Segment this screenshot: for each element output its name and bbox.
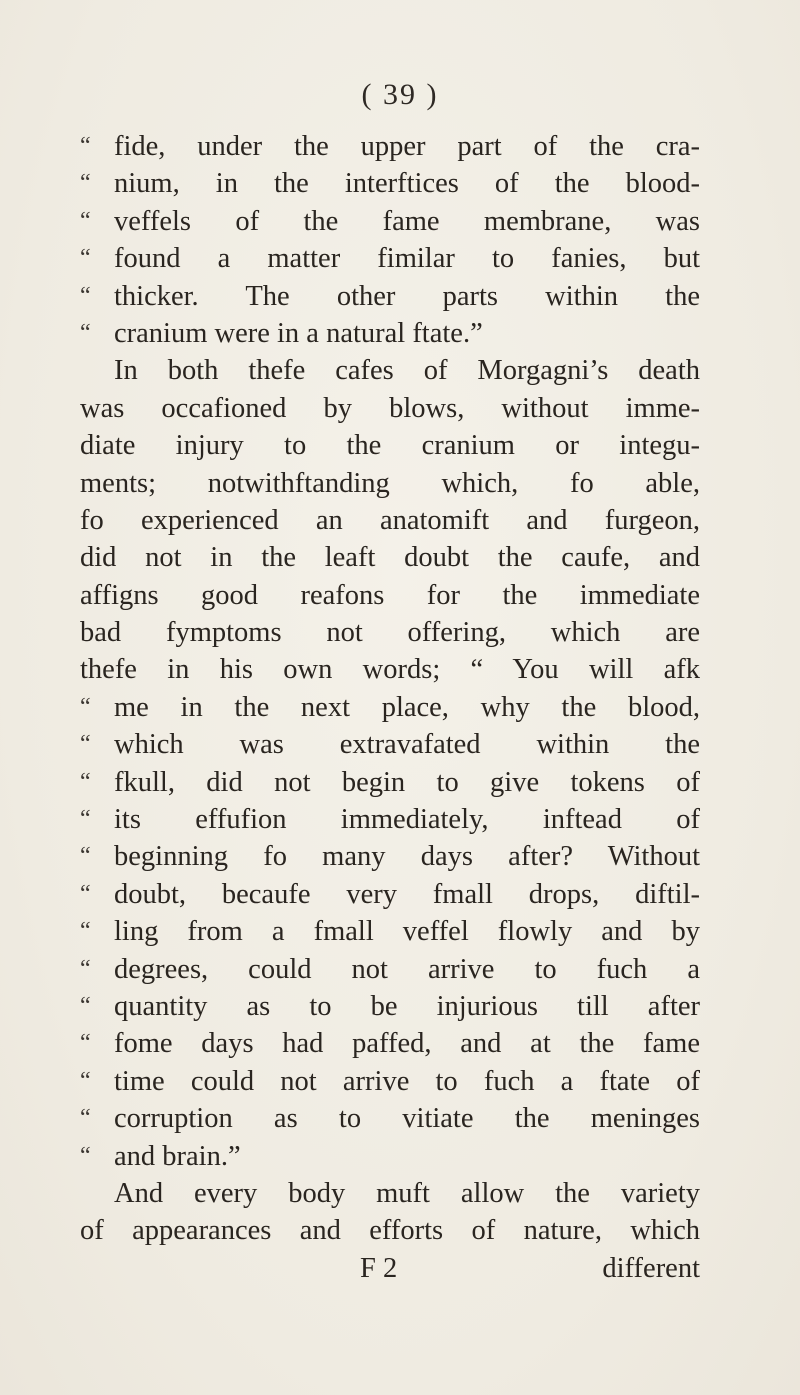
text-line xyxy=(80,726,700,763)
text-line xyxy=(80,1025,700,1062)
text-line xyxy=(80,1212,700,1249)
quote-mark: “ xyxy=(80,1105,91,1132)
quote-mark: “ xyxy=(80,1142,91,1169)
line-text: fide, under the upper part of the cra- xyxy=(114,131,700,162)
line-text: was occafioned by blows, without imme- xyxy=(80,392,700,424)
text-line xyxy=(80,390,700,427)
text-line xyxy=(80,689,700,726)
text-line xyxy=(80,577,700,614)
quote-mark: “ xyxy=(80,1067,91,1094)
line-text: thicker. The other parts within the xyxy=(114,280,700,312)
line-text: affigns good reafons for the immediate xyxy=(80,579,700,611)
line-text: fo experienced an anatomift and furgeon, xyxy=(80,504,700,536)
quote-mark: “ xyxy=(80,245,91,272)
line-text: ling from a fmall veffel flowly and by xyxy=(114,916,700,948)
body-text xyxy=(80,128,700,1287)
text-line xyxy=(80,465,700,502)
text-line xyxy=(80,427,700,464)
line-text: of appearances and efforts of nature, which xyxy=(80,1215,700,1247)
text-line xyxy=(80,988,700,1025)
quote-mark: “ xyxy=(80,768,91,795)
text-line xyxy=(80,614,700,651)
quote-mark: “ xyxy=(80,992,91,1019)
quote-mark: “ xyxy=(80,806,91,833)
text-line xyxy=(80,315,700,352)
line-text: quantity as to be injurious till after xyxy=(114,990,700,1022)
line-text: corruption as to vitiate the meninges xyxy=(114,1103,700,1135)
line-text: time could not arrive to fuch a ftate of xyxy=(114,1065,700,1097)
text-line xyxy=(80,1175,700,1212)
quote-mark: “ xyxy=(80,918,91,945)
line-text: thefe in his own words; “ You will afk xyxy=(80,654,700,686)
text-line xyxy=(80,651,700,688)
quote-mark: “ xyxy=(80,1030,91,1057)
text-line xyxy=(80,951,700,988)
text-line xyxy=(80,838,700,875)
quote-mark: “ xyxy=(80,955,91,982)
quote-mark: “ xyxy=(80,693,91,720)
line-text: doubt, becaufe very fmall drops, diftil- xyxy=(114,878,700,910)
line-text: And every body muft allow the variety xyxy=(114,1177,700,1209)
text-line xyxy=(80,913,700,950)
text-line xyxy=(80,240,700,277)
line-text: nium, in the interftices of the blood- xyxy=(114,168,700,200)
line-text: cranium were in a natural ftate.” xyxy=(114,317,483,349)
line-text: In both thefe cafes of Morgagni’s death xyxy=(114,355,700,387)
line-text: beginning fo many days after? Without xyxy=(114,841,700,873)
line-text: found a matter fimilar to fanies, but xyxy=(114,243,700,275)
text-line xyxy=(80,764,700,801)
quote-mark: “ xyxy=(80,133,91,159)
text-line xyxy=(80,502,700,539)
signature-mark: F 2 xyxy=(360,1252,398,1284)
text-line xyxy=(80,539,700,576)
text-line xyxy=(80,203,700,240)
text-line xyxy=(80,1100,700,1137)
text-line xyxy=(80,1138,700,1175)
page-footer xyxy=(80,1250,700,1287)
quote-mark: “ xyxy=(80,731,91,758)
line-text: did not in the leaft doubt the caufe, and xyxy=(80,542,700,574)
line-text: and brain.” xyxy=(114,1140,241,1172)
text-line xyxy=(80,1063,700,1100)
page-number: ( 39 ) xyxy=(361,78,439,111)
line-text: fome days had paffed, and at the fame xyxy=(114,1028,700,1060)
quote-mark: “ xyxy=(80,319,91,346)
line-text: its effufion immediately, inftead of xyxy=(114,804,700,836)
line-text: bad fymptoms not offering, which are xyxy=(80,617,700,649)
line-text: diate injury to the cranium or integu- xyxy=(80,430,700,462)
text-line xyxy=(80,278,700,315)
text-line xyxy=(80,128,700,165)
line-text: ments; notwithftanding which, fo able, xyxy=(80,467,700,499)
text-line xyxy=(80,352,700,389)
line-text: degrees, could not arrive to fuch a xyxy=(114,953,700,985)
line-text: me in the next place, why the blood, xyxy=(114,691,700,723)
quote-mark: “ xyxy=(80,207,91,234)
line-text: fkull, did not begin to give tokens of xyxy=(114,766,700,798)
text-line xyxy=(80,801,700,838)
line-text: veffels of the fame membrane, was xyxy=(114,205,700,237)
quote-mark: “ xyxy=(80,170,91,197)
quote-mark: “ xyxy=(80,282,91,309)
line-text: which was extravafated within the xyxy=(114,729,700,761)
text-line xyxy=(80,165,700,202)
quote-mark: “ xyxy=(80,843,91,870)
catchword: different xyxy=(602,1252,700,1284)
text-line xyxy=(80,876,700,913)
quote-mark: “ xyxy=(80,880,91,907)
